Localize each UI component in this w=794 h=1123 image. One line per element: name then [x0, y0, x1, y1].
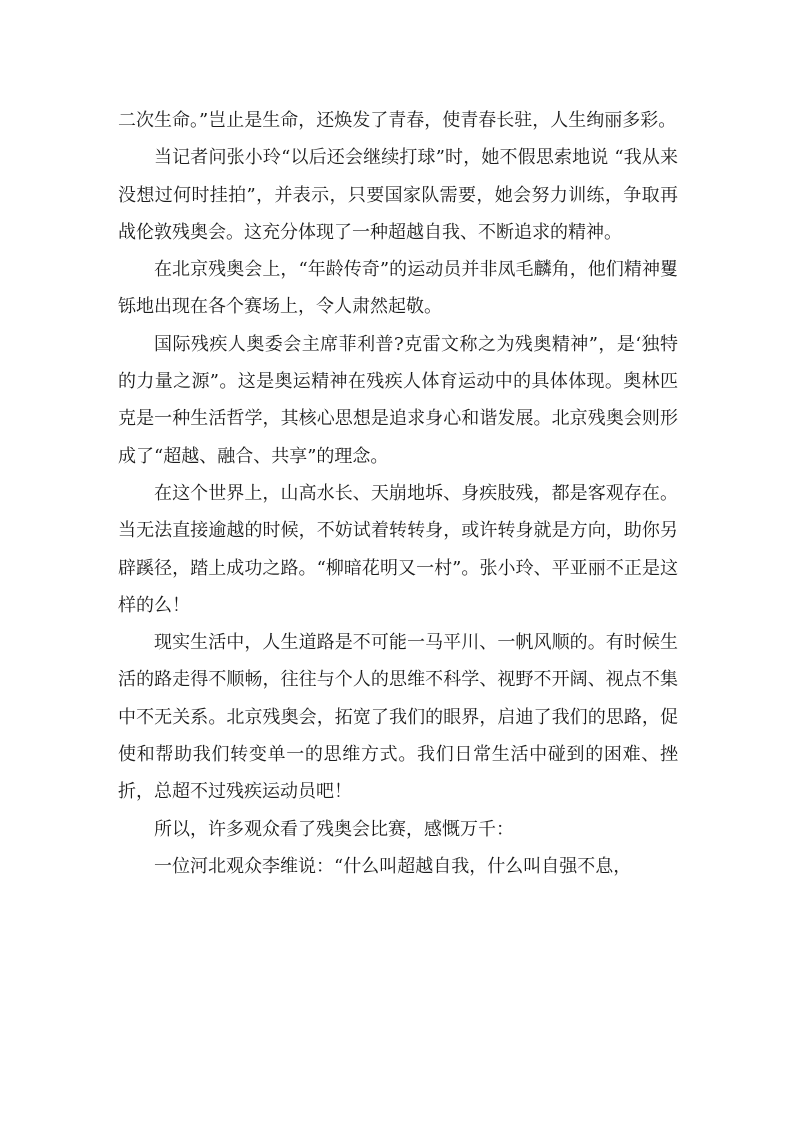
- paragraph-continuation: 二次生命。”岂止是生命，还焕发了青春，使青春长驻，人生绚丽多彩。: [118, 110, 677, 131]
- paragraph-audience-moved: 所以，许多观众看了残奥会比赛，感慨万千：: [154, 818, 514, 840]
- paragraph-real-life: 现实生活中，人生道路是不可能一马平川、一帆风顺的。有时候生活的路走得不顺畅，往往与个人的思维不科学、视野不开阔、视点不集中不无关系。北京残奥会，拓宽了我们的眼界，启迪了我们的思路，促使和帮助我们转变单一的思维方式。我们日常生活中碰到的困难、挫折，总超不过残疾运动员吧！: [118, 632, 678, 803]
- paragraph-reporter-question: 当记者问张小玲“以后还会继续打球”时，她不假思索地说 “我从来没想过何时挂拍”，并表示，只要国家队需要，她会努力训练，争取再战伦敦残奥会。这充分体现了一种超越自我、不断追求的精神。: [118, 147, 678, 243]
- paragraph-paralympic-spirit: 国际残疾人奥委会主席菲利普?克雷文称之为残奥精神”，是‘独特的力量之源”。这是奥运精神在残疾人体育运动中的具体体现。奥林匹克是一种生活哲学，其核心思想是追求身心和谐发展。北京残奥会则形成了“超越、融合、共享”的理念。: [118, 333, 678, 467]
- document-body: [118, 102, 678, 885]
- paragraph-audience-quote: 一位河北观众李维说：“什么叫超越自我，什么叫自强不息，: [154, 855, 632, 877]
- paragraph-turn-around: 在这个世界上，山高水长、天崩地坼、身疾肢残，都是客观存在。当无法直接逾越的时候，不妨试着转转身，或许转身就是方向，助你另辟蹊径，踏上成功之路。“柳暗花明又一村”。张小玲、平亚丽不正是这样的么！: [118, 482, 678, 616]
- paragraph-age-legends: 在北京残奥会上，“年龄传奇”的运动员并非凤毛麟角，他们精神矍铄地出现在各个赛场上，令人肃然起敬。: [118, 259, 678, 318]
